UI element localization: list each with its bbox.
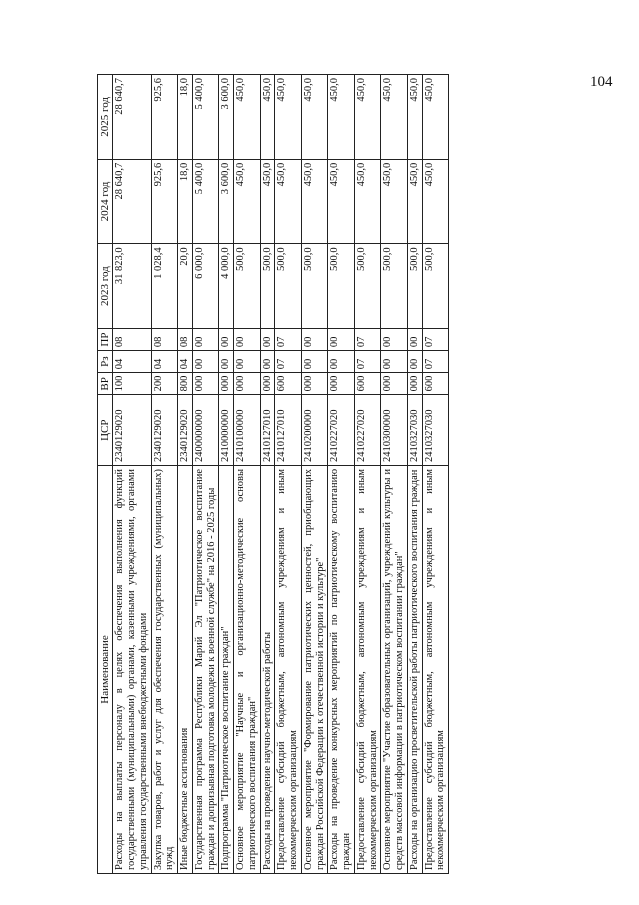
cell-name: Предоставление субсидий бюджетным, автономным учреждениям и иным некоммерческим организациям bbox=[275, 465, 302, 873]
cell-2023: 500,0 bbox=[275, 244, 302, 329]
cell-2025: 3 600,0 bbox=[219, 75, 234, 160]
table-row bbox=[151, 75, 178, 874]
cell-2023: 500,0 bbox=[407, 244, 422, 329]
cell-2025: 450,0 bbox=[234, 75, 261, 160]
cell-2023: 500,0 bbox=[422, 244, 449, 329]
cell-2024: 450,0 bbox=[328, 159, 355, 244]
cell-2023: 500,0 bbox=[260, 244, 275, 329]
cell-name: Иные бюджетные ассигнования bbox=[178, 465, 193, 873]
cell-csr: 2410300000 bbox=[381, 395, 408, 466]
table-body bbox=[113, 75, 449, 874]
cell-name: Расходы на проведение научно-методической работы bbox=[260, 465, 275, 873]
cell-name: Государственная программа Республики Марий Эл "Патриотическое воспитание граждан и допризывная подготовка молодежи к военной службе" на 2016 - 2025 годы bbox=[192, 465, 219, 873]
cell-csr: 2410000000 bbox=[219, 395, 234, 466]
cell-2025: 450,0 bbox=[328, 75, 355, 160]
cell-2024: 450,0 bbox=[422, 159, 449, 244]
cell-2023: 20,0 bbox=[178, 244, 193, 329]
cell-pr: 00 bbox=[381, 328, 408, 350]
cell-csr: 2340129020 bbox=[178, 395, 193, 466]
header-name: Наименование bbox=[98, 465, 113, 873]
cell-2025: 925,6 bbox=[151, 75, 178, 160]
cell-pr: 07 bbox=[275, 328, 302, 350]
cell-2025: 5 400,0 bbox=[192, 75, 219, 160]
table-row bbox=[354, 75, 381, 874]
header-2023: 2023 год bbox=[98, 244, 113, 329]
header-vr: ВР bbox=[98, 373, 113, 395]
cell-2024: 450,0 bbox=[301, 159, 328, 244]
cell-2023: 500,0 bbox=[381, 244, 408, 329]
cell-2024: 28 640,7 bbox=[113, 159, 151, 244]
header-pr: ПР bbox=[98, 328, 113, 350]
cell-pr: 00 bbox=[234, 328, 261, 350]
cell-rz: 00 bbox=[407, 351, 422, 373]
cell-2024: 450,0 bbox=[275, 159, 302, 244]
rotated-table-container bbox=[97, 74, 517, 874]
cell-pr: 00 bbox=[328, 328, 355, 350]
cell-rz: 07 bbox=[354, 351, 381, 373]
cell-2023: 500,0 bbox=[328, 244, 355, 329]
cell-rz: 04 bbox=[178, 351, 193, 373]
cell-2025: 28 640,7 bbox=[113, 75, 151, 160]
cell-name: Предоставление субсидий бюджетным, автономным учреждениям и иным некоммерческим организациям bbox=[422, 465, 449, 873]
cell-name: Основное мероприятие "Участие образовательных организаций, учреждений культуры и средств массовой информации в патриотическом воспитании граждан" bbox=[381, 465, 408, 873]
table-row bbox=[260, 75, 275, 874]
cell-pr: 00 bbox=[192, 328, 219, 350]
cell-pr: 00 bbox=[407, 328, 422, 350]
cell-csr: 2400000000 bbox=[192, 395, 219, 466]
cell-2025: 450,0 bbox=[275, 75, 302, 160]
header-rz: Рз bbox=[98, 351, 113, 373]
cell-rz: 00 bbox=[234, 351, 261, 373]
table-row bbox=[301, 75, 328, 874]
cell-2023: 500,0 bbox=[234, 244, 261, 329]
cell-vr: 800 bbox=[178, 373, 193, 395]
cell-2023: 4 000,0 bbox=[219, 244, 234, 329]
cell-pr: 07 bbox=[354, 328, 381, 350]
table-row bbox=[234, 75, 261, 874]
table-row bbox=[219, 75, 234, 874]
cell-rz: 00 bbox=[301, 351, 328, 373]
cell-vr: 000 bbox=[219, 373, 234, 395]
cell-vr: 600 bbox=[422, 373, 449, 395]
cell-vr: 000 bbox=[301, 373, 328, 395]
table-row bbox=[407, 75, 422, 874]
cell-name: Основное мероприятие "Научные и организационно-методические основы патриотического воспитания граждан" bbox=[234, 465, 261, 873]
table-row bbox=[178, 75, 193, 874]
cell-csr: 2340129020 bbox=[113, 395, 151, 466]
cell-name: Закупка товаров, работ и услуг для обеспечения государственных (муниципальных) нужд bbox=[151, 465, 178, 873]
table-header-row bbox=[98, 75, 113, 874]
cell-2025: 450,0 bbox=[260, 75, 275, 160]
table-row bbox=[328, 75, 355, 874]
table-row bbox=[275, 75, 302, 874]
cell-2024: 925,6 bbox=[151, 159, 178, 244]
cell-pr: 00 bbox=[260, 328, 275, 350]
cell-2023: 1 028,4 bbox=[151, 244, 178, 329]
cell-csr: 2410100000 bbox=[234, 395, 261, 466]
cell-vr: 100 bbox=[113, 373, 151, 395]
cell-rz: 04 bbox=[151, 351, 178, 373]
cell-2024: 450,0 bbox=[407, 159, 422, 244]
cell-vr: 000 bbox=[407, 373, 422, 395]
cell-name: Расходы на организацию просветительской работы патриотического воспитания граждан bbox=[407, 465, 422, 873]
cell-pr: 08 bbox=[113, 328, 151, 350]
cell-2023: 500,0 bbox=[301, 244, 328, 329]
cell-csr: 2410200000 bbox=[301, 395, 328, 466]
cell-vr: 000 bbox=[260, 373, 275, 395]
cell-name: Основное мероприятие "Формирование патриотических ценностей, приобщающих граждан Российской Федерации к отечественной истории и культуре" bbox=[301, 465, 328, 873]
cell-rz: 07 bbox=[422, 351, 449, 373]
cell-2024: 450,0 bbox=[381, 159, 408, 244]
cell-vr: 000 bbox=[381, 373, 408, 395]
cell-rz: 00 bbox=[328, 351, 355, 373]
cell-vr: 000 bbox=[234, 373, 261, 395]
cell-name: Расходы на выплаты персоналу в целях обеспечения выполнения функций государственными (муниципальными) органами, казенными учреждениями, органами управления государственными внебюджетными фондами bbox=[113, 465, 151, 873]
cell-csr: 2410127010 bbox=[260, 395, 275, 466]
cell-2025: 450,0 bbox=[407, 75, 422, 160]
cell-name: Подпрограмма "Патриотическое воспитание граждан" bbox=[219, 465, 234, 873]
cell-2025: 450,0 bbox=[422, 75, 449, 160]
cell-2024: 450,0 bbox=[354, 159, 381, 244]
cell-2025: 450,0 bbox=[381, 75, 408, 160]
cell-2024: 450,0 bbox=[234, 159, 261, 244]
cell-rz: 07 bbox=[275, 351, 302, 373]
cell-csr: 2410327030 bbox=[407, 395, 422, 466]
cell-rz: 00 bbox=[192, 351, 219, 373]
table-row bbox=[422, 75, 449, 874]
cell-2023: 500,0 bbox=[354, 244, 381, 329]
cell-rz: 00 bbox=[219, 351, 234, 373]
cell-vr: 000 bbox=[328, 373, 355, 395]
cell-rz: 00 bbox=[260, 351, 275, 373]
cell-2025: 450,0 bbox=[301, 75, 328, 160]
cell-pr: 00 bbox=[301, 328, 328, 350]
budget-table bbox=[97, 74, 449, 874]
cell-csr: 2410127010 bbox=[275, 395, 302, 466]
cell-2023: 31 823,0 bbox=[113, 244, 151, 329]
cell-vr: 000 bbox=[192, 373, 219, 395]
cell-pr: 00 bbox=[219, 328, 234, 350]
cell-rz: 00 bbox=[381, 351, 408, 373]
cell-2024: 5 400,0 bbox=[192, 159, 219, 244]
cell-2025: 18,0 bbox=[178, 75, 193, 160]
cell-2024: 3 600,0 bbox=[219, 159, 234, 244]
table-row bbox=[113, 75, 151, 874]
cell-pr: 08 bbox=[178, 328, 193, 350]
cell-rz: 04 bbox=[113, 351, 151, 373]
cell-name: Предоставление субсидий бюджетным, автономным учреждениям и иным некоммерческим организациям bbox=[354, 465, 381, 873]
table-row bbox=[192, 75, 219, 874]
cell-vr: 200 bbox=[151, 373, 178, 395]
cell-csr: 2410227020 bbox=[354, 395, 381, 466]
cell-2024: 18,0 bbox=[178, 159, 193, 244]
header-2025: 2025 год bbox=[98, 75, 113, 160]
cell-2025: 450,0 bbox=[354, 75, 381, 160]
cell-csr: 2410327030 bbox=[422, 395, 449, 466]
cell-2024: 450,0 bbox=[260, 159, 275, 244]
cell-csr: 2410227020 bbox=[328, 395, 355, 466]
cell-pr: 08 bbox=[151, 328, 178, 350]
header-csr: ЦСР bbox=[98, 395, 113, 466]
header-2024: 2024 год bbox=[98, 159, 113, 244]
cell-csr: 2340129020 bbox=[151, 395, 178, 466]
rotated-table-area bbox=[97, 74, 517, 874]
cell-2023: 6 000,0 bbox=[192, 244, 219, 329]
cell-vr: 600 bbox=[354, 373, 381, 395]
cell-pr: 07 bbox=[422, 328, 449, 350]
cell-vr: 600 bbox=[275, 373, 302, 395]
cell-name: Расходы на проведение конкурсных мероприятий по патриотическому воспитанию граждан bbox=[328, 465, 355, 873]
page-number: 104 bbox=[590, 74, 613, 90]
table-row bbox=[381, 75, 408, 874]
